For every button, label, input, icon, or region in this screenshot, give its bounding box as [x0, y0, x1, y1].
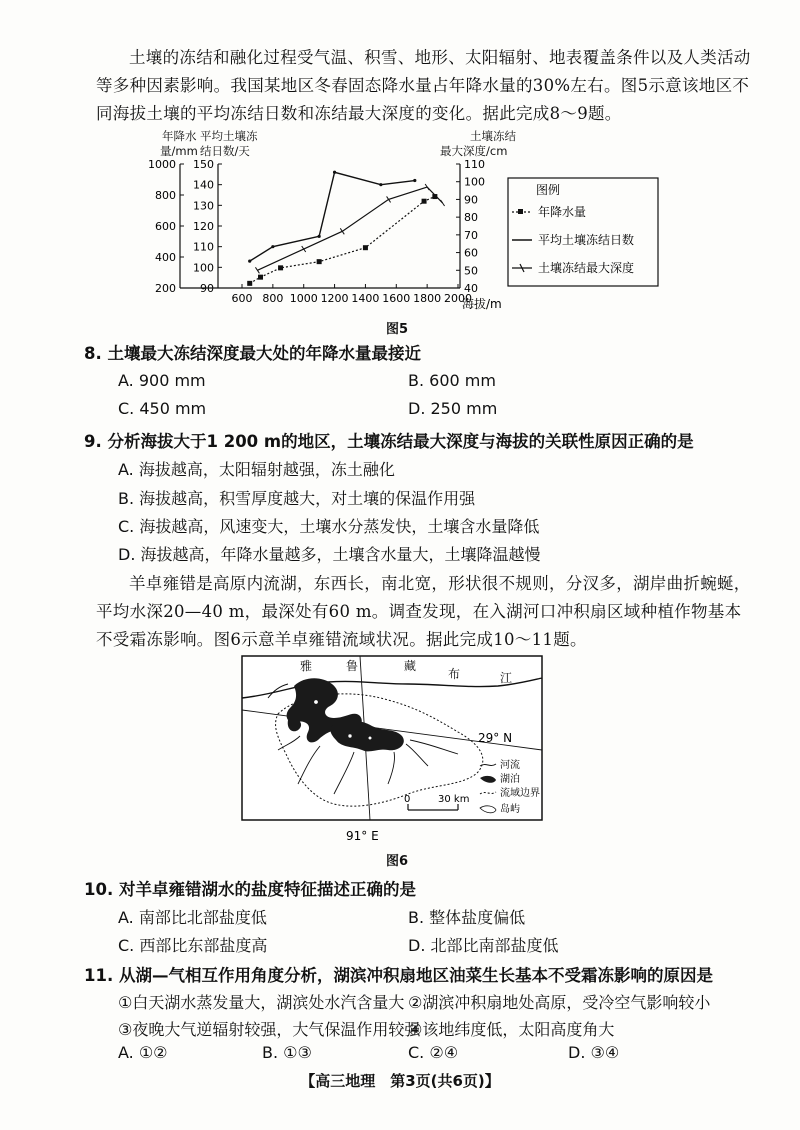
q11-option-a[interactable]: A. ①②: [118, 1043, 168, 1062]
data-point-precip: [278, 265, 283, 270]
legend-item-depth: 土壤冻结最大深度: [538, 261, 635, 275]
q9-option-a[interactable]: A. 海拔越高，太阳辐射越强，冻土融化: [118, 460, 395, 479]
q9-option-b[interactable]: B. 海拔越高，积雪厚度越大，对土壤的保温作用强: [118, 489, 476, 508]
y-tick-label: 200: [155, 282, 176, 295]
passage-1: 土壤的冻结和融化过程受气温、积雪、地形、太阳辐射、地表覆盖条件以及人类活动等多种因素影响。我国某地区冬春固态降水量占年降水量的30%左右。图5示意该地区不同海拔土壤的平均冻结日数和冻结最大深度的变化。据此完成8～9题。: [96, 48, 751, 123]
data-point-precip: [247, 281, 252, 286]
question-10-stem: 10. 对羊卓雍错湖水的盐度特征描述正确的是: [84, 880, 416, 899]
q8-option-d[interactable]: D. 250 mm: [408, 399, 498, 418]
y-tick-label: 100: [464, 175, 485, 189]
y-tick-label: 110: [464, 158, 485, 171]
svg-text:湖泊: 湖泊: [500, 774, 520, 785]
y-tick-label: 40: [464, 282, 478, 295]
data-point-precip: [422, 199, 427, 204]
series-line-3: [257, 187, 442, 270]
axis-title-depth-2: 最大深度/cm: [440, 144, 508, 158]
svg-text:布: 布: [448, 667, 461, 681]
data-point-days: [271, 245, 274, 248]
x-tick-label: 2000: [444, 292, 472, 305]
chart-axes: [148, 158, 485, 305]
axis-title-depth-1: 土壤冻结: [470, 129, 516, 143]
q11-option-b[interactable]: B. ①③: [262, 1043, 312, 1062]
question-8-stem: 8. 土壤最大冻结深度最大处的年降水量最接近: [84, 344, 421, 363]
figure-6-caption: 图6: [386, 854, 409, 869]
svg-text:藏: 藏: [404, 659, 417, 673]
data-point-depth: [441, 200, 445, 206]
x-tick-label: 1400: [351, 292, 380, 305]
x-tick-label: 600: [231, 292, 253, 305]
lon-label: 91° E: [346, 829, 379, 843]
data-point-days: [248, 260, 251, 263]
x-tick-label: 1200: [320, 292, 349, 305]
q9-option-c[interactable]: C. 海拔越高，风速变大，土壤水分蒸发快，土壤含水量降低: [118, 517, 540, 536]
y-tick-label: 150: [193, 158, 214, 171]
q11-statement-3: ③夜晚大气逆辐射较强，大气保温作用较强: [118, 1020, 421, 1039]
q9-option-d[interactable]: D. 海拔越高，年降水量越多，土壤含水量大，土壤降温越慢: [118, 545, 541, 564]
legend-title: 图例: [536, 183, 561, 197]
y-tick-label: 100: [193, 261, 214, 275]
q8-option-a[interactable]: A. 900 mm: [118, 371, 206, 390]
data-point-precip: [317, 259, 322, 264]
y-tick-label: 130: [193, 199, 214, 213]
q10-option-b[interactable]: B. 整体盐度偏低: [408, 908, 526, 927]
chart-legend: [508, 178, 658, 286]
y-tick-label: 800: [155, 189, 176, 202]
y-tick-label: 60: [464, 246, 478, 260]
q11-statement-4: ④该地纬度低，太阳高度角大: [408, 1020, 615, 1039]
q10-option-a[interactable]: A. 南部比北部盐度低: [118, 908, 267, 927]
y-tick-label: 600: [155, 220, 176, 233]
figure-5-caption: 图5: [386, 322, 409, 337]
q11-option-c[interactable]: C. ②④: [408, 1043, 459, 1062]
legend-item-precip: 年降水量: [538, 205, 587, 219]
y-tick-label: 400: [155, 251, 176, 264]
y-tick-label: 90: [200, 282, 214, 295]
svg-text:0: 0: [404, 794, 411, 805]
svg-text:雅: 雅: [300, 659, 313, 673]
x-tick-label: 1000: [289, 292, 318, 305]
q10-option-d[interactable]: D. 北部比南部盐度低: [408, 936, 559, 955]
svg-text:流域边界: 流域边界: [500, 788, 540, 799]
q8-option-c[interactable]: C. 450 mm: [118, 399, 207, 418]
page-footer: 【高三地理 第3页(共6页)】: [300, 1072, 500, 1090]
chart-series: [247, 171, 444, 286]
question-11-stem: 11. 从湖—气相互作用角度分析，湖滨冲积扇地区油菜生长基本不受霜冻影响的原因是: [84, 966, 713, 985]
x-tick-label: 1600: [382, 292, 411, 305]
data-point-days: [413, 179, 416, 182]
q8-option-b[interactable]: B. 600 mm: [408, 371, 496, 390]
y-tick-label: 50: [464, 264, 478, 278]
data-point-precip: [363, 245, 368, 250]
figure-5-chart: [140, 128, 700, 323]
y-tick-label: 1000: [148, 158, 176, 171]
series-line-2: [250, 172, 415, 261]
axis-title-precip-1: 年降水: [162, 129, 197, 143]
series-line-1: [250, 197, 435, 284]
legend-item-days: 平均土壤冻结日数: [538, 233, 635, 247]
y-tick-label: 70: [464, 228, 478, 242]
svg-text:河流: 河流: [500, 760, 520, 771]
x-tick-label: 800: [262, 292, 284, 305]
y-tick-label: 140: [193, 178, 214, 192]
axis-title-days-2: 结日数/天: [200, 144, 250, 158]
q11-statement-2: ②湖滨冲积扇地处高原，受冷空气影响较小: [408, 993, 711, 1012]
svg-text:30 km: 30 km: [438, 794, 470, 805]
data-point-days: [333, 171, 336, 174]
svg-text:岛屿: 岛屿: [500, 804, 520, 815]
q11-statement-1: ①白天湖水蒸发量大，湖滨处水汽含量大: [118, 993, 405, 1012]
question-9-stem: 9. 分析海拔大于1 200 m的地区，土壤冻结最大深度与海拔的关联性原因正确的是: [84, 432, 694, 451]
data-point-days: [379, 183, 382, 186]
svg-text:鲁: 鲁: [346, 659, 359, 673]
x-tick-label: 1800: [413, 292, 442, 305]
data-point-precip: [258, 275, 263, 280]
y-tick-label: 80: [464, 211, 478, 225]
x-axis-label: 海拔/m: [462, 297, 502, 311]
q10-option-c[interactable]: C. 西部比东部盐度高: [118, 936, 268, 955]
axis-title-days-1: 平均土壤冻: [200, 129, 258, 143]
passage-2: 羊卓雍错是高原内流湖，东西长，南北宽，形状很不规则，分汊多，湖岸曲折蜿蜒，平均水深20—40 m，最深处有60 m。调查发现，在入湖河口冲积扇区域种植作物基本不受霜冻影响。图6示意羊卓雍错流域状况。据此完成10～11题。: [96, 574, 751, 649]
y-tick-label: 120: [193, 220, 214, 233]
figure-6-map: [238, 654, 588, 844]
axis-title-precip-2: 量/mm: [160, 144, 198, 158]
y-tick-label: 90: [464, 193, 478, 207]
data-point-days: [318, 235, 321, 238]
svg-text:江: 江: [500, 671, 513, 685]
lat-label: 29° N: [478, 731, 513, 745]
y-tick-label: 110: [193, 240, 214, 254]
axis-titles: [160, 129, 516, 158]
q11-option-d[interactable]: D. ③④: [568, 1043, 620, 1062]
